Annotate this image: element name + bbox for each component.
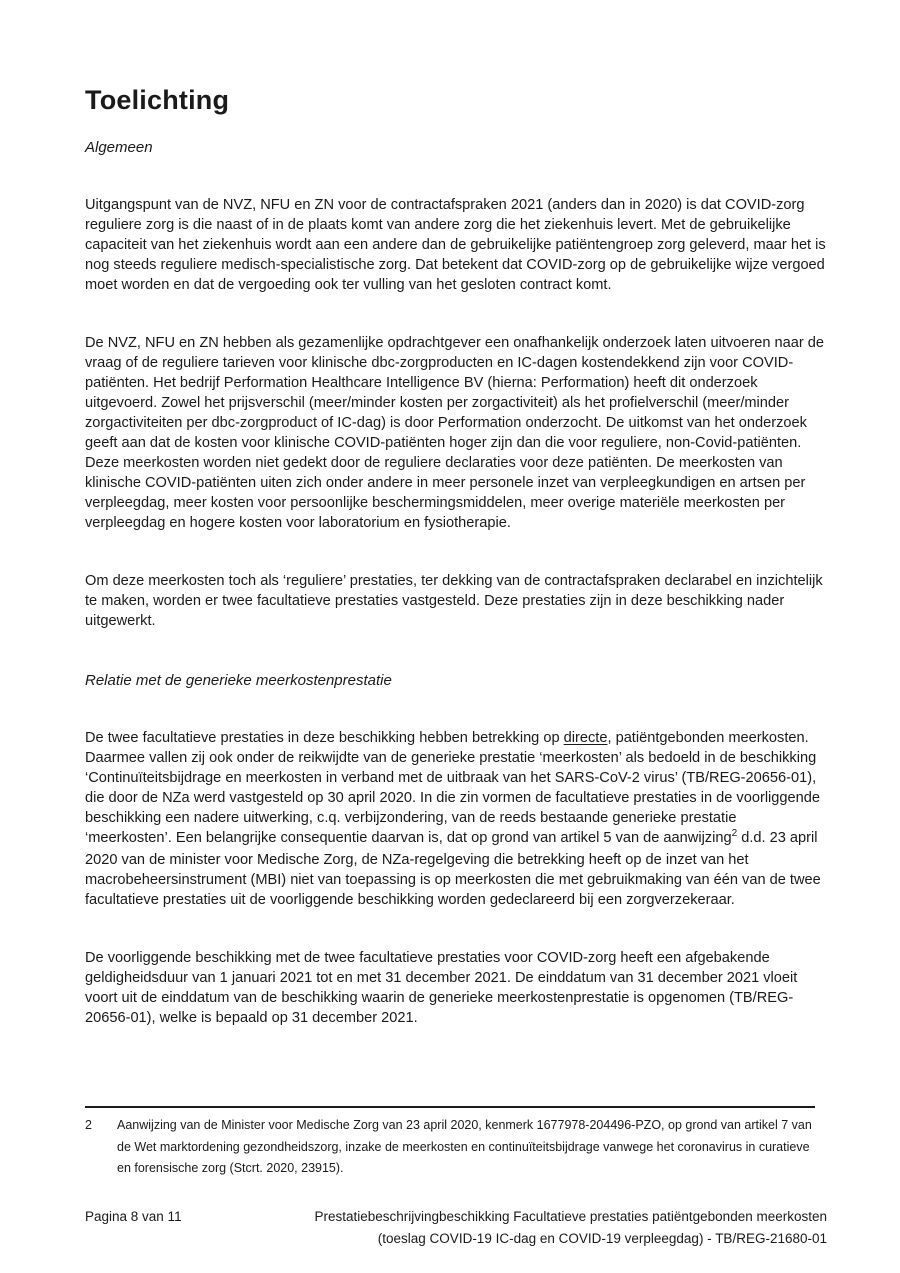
footer-document-title-line1: Prestatiebeschrijvingbeschikking Facultatieve prestaties patiëntgebonden meerkosten [314,1209,827,1224]
paragraph [85,333,827,533]
paragraph-segment: Om deze meerkosten toch als ‘reguliere’ prestaties, ter dekking van de contractafspraken declarabel en inzichtelijk te maken, worden er twee facultatieve prestaties vastgesteld. Deze prestaties zijn in deze beschikking nader uitgewerkt. [85,573,823,629]
section-heading-algemeen: Algemeen [85,139,153,156]
paragraph-segment: De twee facultatieve prestaties in deze beschikking hebben betrekking op [85,730,564,746]
paragraph-segment: De voorliggende beschikking met de twee facultatieve prestaties voor COVID-zorg heeft een afgebakende geldigheidsduur van 1 januari 2021 tot en met 31 december 2021. De einddatum van 31 december 2021 vloeit voort uit de einddatum van de beschikking waarin de generieke meerkostenprestatie is opgenomen (TB/REG-20656-01), welke is bepaald op 31 december 2021. [85,950,798,1026]
paragraph-segment-sup: 2 [731,828,738,839]
paragraph-segment: , patiëntgebonden meerkosten. Daarmee vallen zij ook onder de reikwijdte van de generieke prestatie ‘meerkosten’ als bedoeld in de beschikking ‘Continuïteitsbijdrage en meerkosten in verband met de uitbraak van het SARS-CoV-2 virus’ (TB/REG-20656-01), die door de NZa werd vastgesteld op 30 april 2020. In die zin vormen de facultatieve prestaties in de voorliggende beschikking een nadere uitwerking, c.q. verbijzondering, van de reeds bestaande generieke prestatie ‘meerkosten’. Een belangrijke consequentie daarvan is, dat op grond van artikel 5 van de aanwijzing [85,730,820,846]
footer-document-reference [314,1206,827,1250]
footnote-number: 2 [85,1118,92,1132]
section-algemeen-paragraphs [85,195,827,631]
paragraph-segment: De NVZ, NFU en ZN hebben als gezamenlijke opdrachtgever een onafhankelijk onderzoek laten uitvoeren naar de vraag of de reguliere tarieven voor klinische dbc-zorgproducten en IC-dagen kostendekkend zijn voor COVID-patiënten. Het bedrijf Performation Healthcare Intelligence BV (hierna: Performation) heeft dit onderzoek uitgevoerd. Zowel het prijsverschil (meer/minder kosten per zorgactiviteit) als het profielverschil (meer/minder zorgactiviteiten per dbc-zorgproduct of IC-dag) is door Performation onderzocht. De uitkomst van het onderzoek geeft aan dat de kosten voor klinische COVID-patiënten hoger zijn dan die voor reguliere, non-Covid-patiënten. Deze meerkosten worden niet gedekt door de reguliere declaraties voor deze patiënten. De meerkosten van klinische COVID-patiënten uiten zich onder andere in meer personele inzet van verpleegkundigen en artsen per verpleegdag, meer kosten voor persoonlijke beschermingsmiddelen, meer overige materiële meerkosten per verpleegdag en hogere kosten voor laboratorium en fysiotherapie. [85,335,825,531]
footer-page-number: Pagina 8 van 11 [85,1209,182,1224]
footnote-block [85,1106,815,1180]
paragraph-segment: Uitgangspunt van de NVZ, NFU en ZN voor de contractafspraken 2021 (anders dan in 2020) is dat COVID-zorg reguliere zorg is die naast of in de plaats komt van andere zorg die het ziekenhuis levert. Met de gebruikelijke capaciteit van het ziekenhuis wordt aan een andere dan de gebruikelijke patiëntengroep zorg geleverd, maar het is nog steeds reguliere medisch-specialistische zorg. Dat betekent dat COVID-zorg op de gebruikelijke wijze vergoed moet worden en dat de vergoeding ook ter vulling van het gesloten contract komt. [85,197,826,293]
paragraph [85,948,827,1028]
paragraph [85,571,827,631]
section-relatie-paragraphs [85,728,827,1028]
footnote [85,1115,815,1180]
document-body [85,84,827,1028]
paragraph-segment: d.d. 23 april 2020 van de minister voor Medische Zorg, de NZa-regelgeving die betrekking heeft op de inzet van het macrobeheersinstrument (MBI) niet van toepassing is op meerkosten die met gebruikmaking van één van de twee facultatieve prestaties uit de voorliggende beschikking worden gedeclareerd bij een zorgverzekeraar. [85,830,821,908]
section-heading-relatie: Relatie met de generieke meerkostenprestatie [85,672,392,689]
page-title: Toelichting [85,85,230,115]
paragraph [85,728,827,910]
footnote-text: Aanwijzing van de Minister voor Medische Zorg van 23 april 2020, kenmerk 1677978-204496-PZO, op grond van artikel 7 van de Wet marktordening gezondheidszorg, inzake de meerkosten en continuïteitsbijdrage vanwege het coronavirus in curatieve en forensische zorg (Stcrt. 2020, 23915). [117,1118,812,1175]
page-footer [85,1206,827,1250]
footer-document-title-line2: (toeslag COVID-19 IC-dag en COVID-19 verpleegdag) - TB/REG-21680-01 [377,1231,827,1246]
paragraph-segment-underline: directe [563,730,608,746]
paragraph [85,195,827,295]
